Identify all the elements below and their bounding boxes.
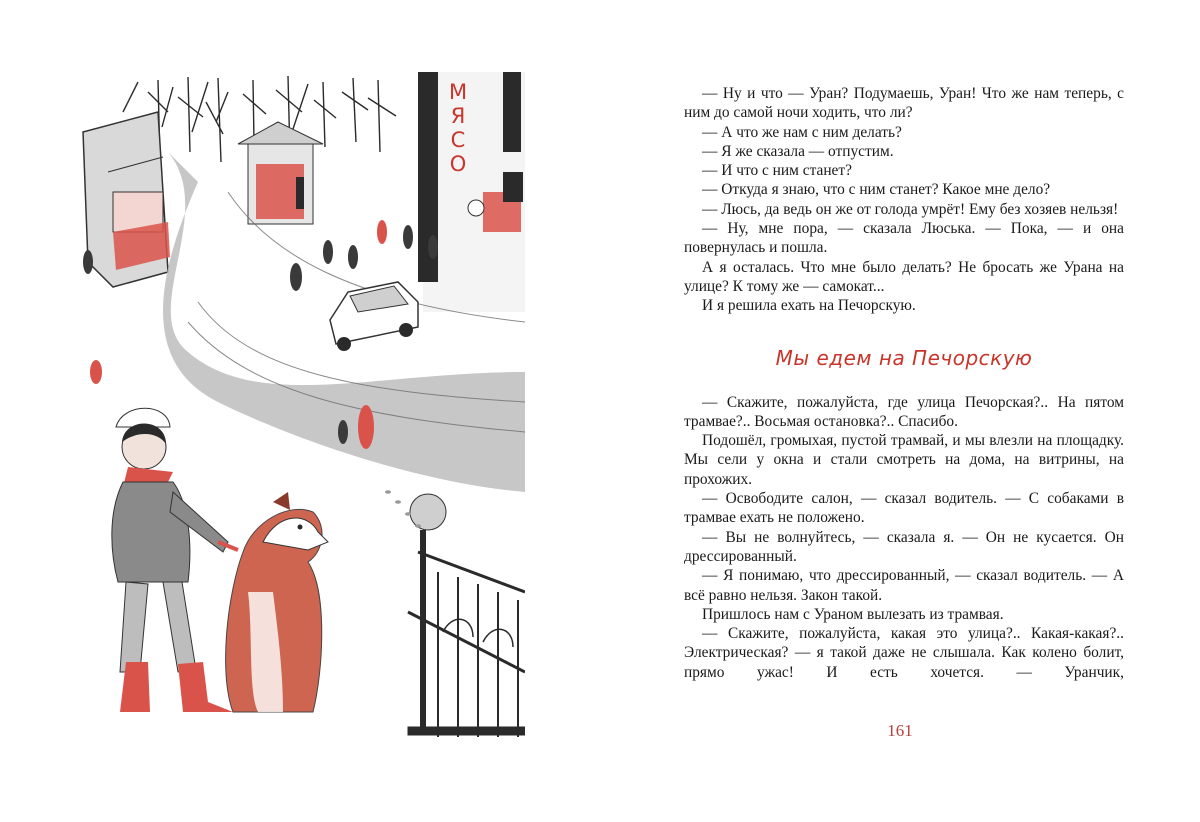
paragraph: — Вы не волнуйтесь, — сказала я. — Он не кусается. Он дрессированный.: [684, 528, 1124, 565]
text-block-1: [684, 84, 1124, 316]
paragraph: — Люсь, да ведь он же от голода умрёт! Ему без хозяев нельзя!: [702, 200, 1119, 218]
shop-sign-letter: М: [448, 80, 468, 104]
paragraph: — Скажите, пожалуйста, какая это улица?.. Какая-какая?.. Электрическая? — я такой даже не слышала. Как колено болит, прямо ужас! И есть хочется. — Уранчик,: [684, 625, 1124, 681]
illustration-winter-street: [78, 72, 525, 750]
paragraph: А я осталась. Что мне было делать? Не бросать же Урана на улице? К тому же — самокат...: [684, 258, 1124, 295]
text-block-2: [684, 393, 1124, 682]
kiosk: [238, 122, 323, 224]
paragraph: — Скажите, пожалуйста, где улица Печорская?.. На пятом трамвае?.. Восьмая остановка?.. Спасибо.: [684, 393, 1124, 430]
page-number: 161: [887, 721, 913, 740]
paragraph: — Ну, мне пора, — сказала Люська. — Пока, — и она повернулась и пошла.: [684, 220, 1124, 257]
paragraph: И я решила ехать на Печорскую.: [702, 297, 916, 315]
paragraph: — Освободите салон, — сказал водитель. — С собаками в трамвае ехать не положено.: [684, 490, 1124, 527]
shop-sign-meat: [444, 80, 472, 176]
woman-in-red: [358, 405, 374, 449]
paragraph: — А что же нам с ним делать?: [702, 123, 902, 141]
chapter-title: Мы едем на Печорскую: [775, 345, 1033, 370]
text-page: [684, 84, 1124, 682]
paragraph: — Ну и что — Уран? Подумаешь, Уран! Что же нам теперь, с ним до самой ночи ходить, что ли?: [684, 85, 1124, 122]
paragraph: Подошёл, громыхая, пустой трамвай, и мы влезли на площадку. Мы сели у окна и стали смотреть на дома, на витрины, на прохожих.: [684, 432, 1124, 488]
paragraph: — Я же сказала — отпустим.: [702, 142, 894, 160]
shop-sign-letter: О: [449, 152, 467, 176]
paragraph: — И что с ним станет?: [702, 162, 852, 180]
paragraph: Пришлось нам с Ураном вылезать из трамвая.: [702, 605, 1004, 623]
shop-sign-letter: С: [450, 128, 466, 152]
paragraph: — Откуда я знаю, что с ним станет? Какое мне дело?: [702, 181, 1051, 199]
paragraph: — Я понимаю, что дрессированный, — сказал водитель. — А всё равно нельзя. Закон такой.: [684, 567, 1124, 604]
shop-sign-letter: Я: [450, 104, 466, 128]
